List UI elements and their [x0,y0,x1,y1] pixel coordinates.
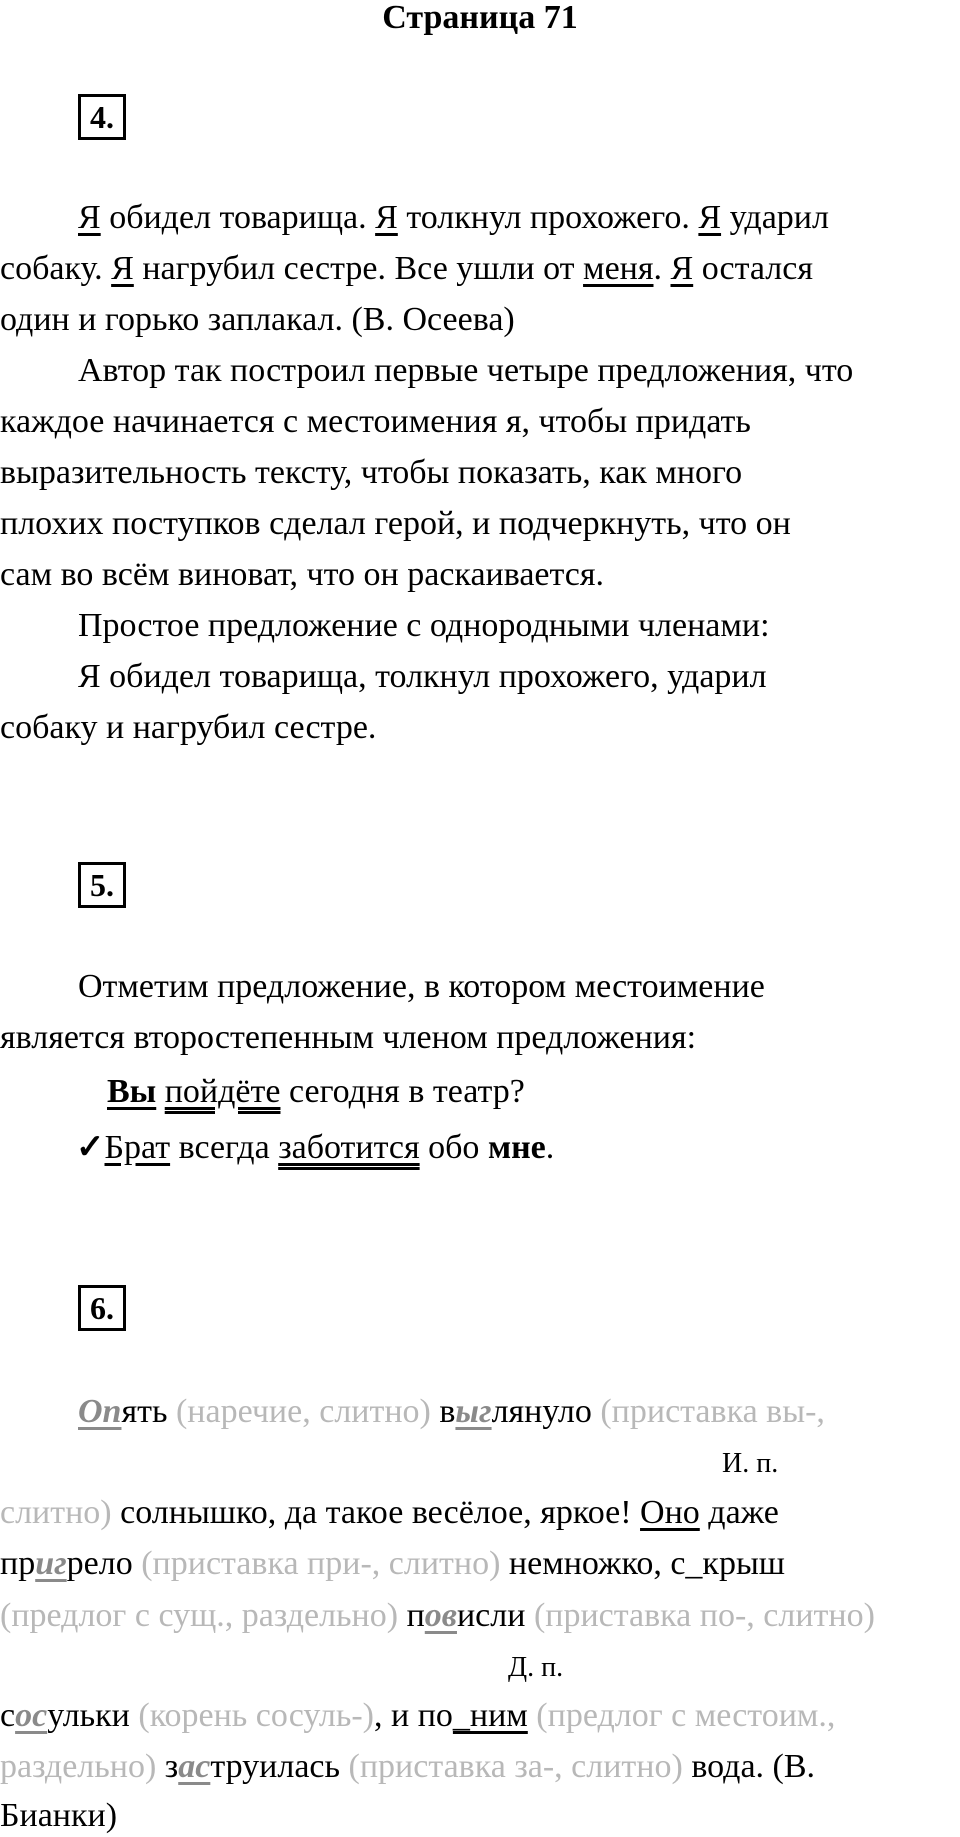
text: , и по [374,1697,453,1734]
text: толкнул прохожего. [397,199,699,236]
text: вода. (В. [682,1748,816,1785]
marked-letters: ос [15,1697,48,1734]
text: нагрубил сестре. Все ушли от [133,250,584,287]
marked-letters: ас [178,1748,211,1785]
text: . [653,250,671,287]
text [156,1073,165,1110]
word: Я [78,199,101,236]
predicate-word: заботится [278,1129,420,1166]
case-label-2: Д. п. [508,1652,564,1683]
marked-letters: иг [35,1545,67,1582]
ex5-sentence-2 [76,1128,554,1168]
marked-letters: ыг [455,1393,492,1430]
ex4-line-3: один и горько заплакал. (В. Осеева) [0,301,515,338]
ex4-line-2 [0,249,813,289]
ex5-line-2: является второстепенным членом предложения: [0,1019,697,1056]
predicate-word: пойдёте [164,1073,281,1110]
ex4-line-6: выразительность тексту, чтобы показать, как много [0,454,743,491]
note: (наречие, слитно) [175,1393,431,1430]
text: исли [456,1597,534,1634]
note: раздельно) [0,1748,157,1785]
pronoun-word: _ним [452,1697,528,1734]
word: меня [583,250,654,287]
text: ульки [47,1697,139,1734]
pronoun-word: мне [487,1129,546,1166]
note: (приставка по-, слитно) [533,1597,875,1634]
check-icon: ✓ [76,1129,105,1166]
ex6-line-7: Бианки) [0,1797,118,1834]
ex4-line-8: сам во всём виноват, что он раскаивается. [0,556,605,593]
text: обо [419,1129,488,1166]
text: даже [699,1494,779,1531]
word: Я [111,250,134,287]
ex4-line-10: Я обидел товарища, толкнул прохожего, ударил [78,658,767,695]
marked-letters: ов [424,1597,457,1634]
text: лянуло [491,1393,601,1430]
note: (предлог с сущ., раздельно) [0,1597,399,1634]
ex4-line-4: Автор так построил первые четыре предложения, что [78,352,854,389]
exercise-number-4: 4. [78,94,126,140]
text: солнышко, да такое весёлое, яркое! [111,1494,641,1531]
text: всегда [170,1129,279,1166]
subject-word: Вы [107,1073,157,1110]
text: с [0,1697,16,1734]
marked-letters: Оп [78,1393,122,1430]
subject-word: Оно [640,1494,700,1531]
ex6-line-4 [0,1596,875,1636]
word: Я [698,199,722,236]
note: слитно) [0,1494,112,1531]
text: труилась [210,1748,349,1785]
ex4-line-5: каждое начинается с местоимения я, чтобы придать [0,403,751,440]
exercise-number-5: 5. [78,862,126,908]
ex6-line-2 [0,1493,779,1533]
text: сегодня в театр? [280,1073,525,1110]
text: з [156,1748,179,1785]
word: Я [375,199,398,236]
ex4-line-1 [78,198,829,238]
text: рело [66,1545,142,1582]
ex6-line-6 [0,1747,815,1787]
exercise-number-6: 6. [78,1285,126,1331]
subject-word: Брат [104,1129,171,1166]
text: остался [693,250,813,287]
ex6-line-1 [78,1392,825,1432]
note: (предлог с местоим., [536,1697,836,1734]
ex6-line-5 [0,1696,835,1736]
ex6-line-3 [0,1544,785,1584]
text: . [545,1129,555,1166]
ex4-line-7: плохих поступков сделал герой, и подчеркнуть, что он [0,505,791,542]
case-label-1: И. п. [722,1448,779,1479]
ex5-sentence-1 [107,1072,525,1112]
text: в [430,1393,456,1430]
note: (корень сосуль-) [138,1697,374,1734]
note: (приставка за-, слитно) [348,1748,683,1785]
text: обидел товарища. [100,199,376,236]
word: Я [670,250,694,287]
text: ять [121,1393,176,1430]
page-title: Страница 71 [382,0,578,36]
text: собаку. [0,250,112,287]
ex4-line-11: собаку и нагрубил сестре. [0,709,377,746]
ex5-line-1: Отметим предложение, в котором местоимение [78,968,765,1005]
text: пр [0,1545,36,1582]
text: п [398,1597,425,1634]
note: (приставка при-, слитно) [141,1545,501,1582]
ex4-line-9: Простое предложение с однородными членами: [78,607,770,644]
text: немножко, с_крыш [500,1545,785,1582]
note: (приставка вы-, [600,1393,825,1430]
text: ударил [721,199,829,236]
